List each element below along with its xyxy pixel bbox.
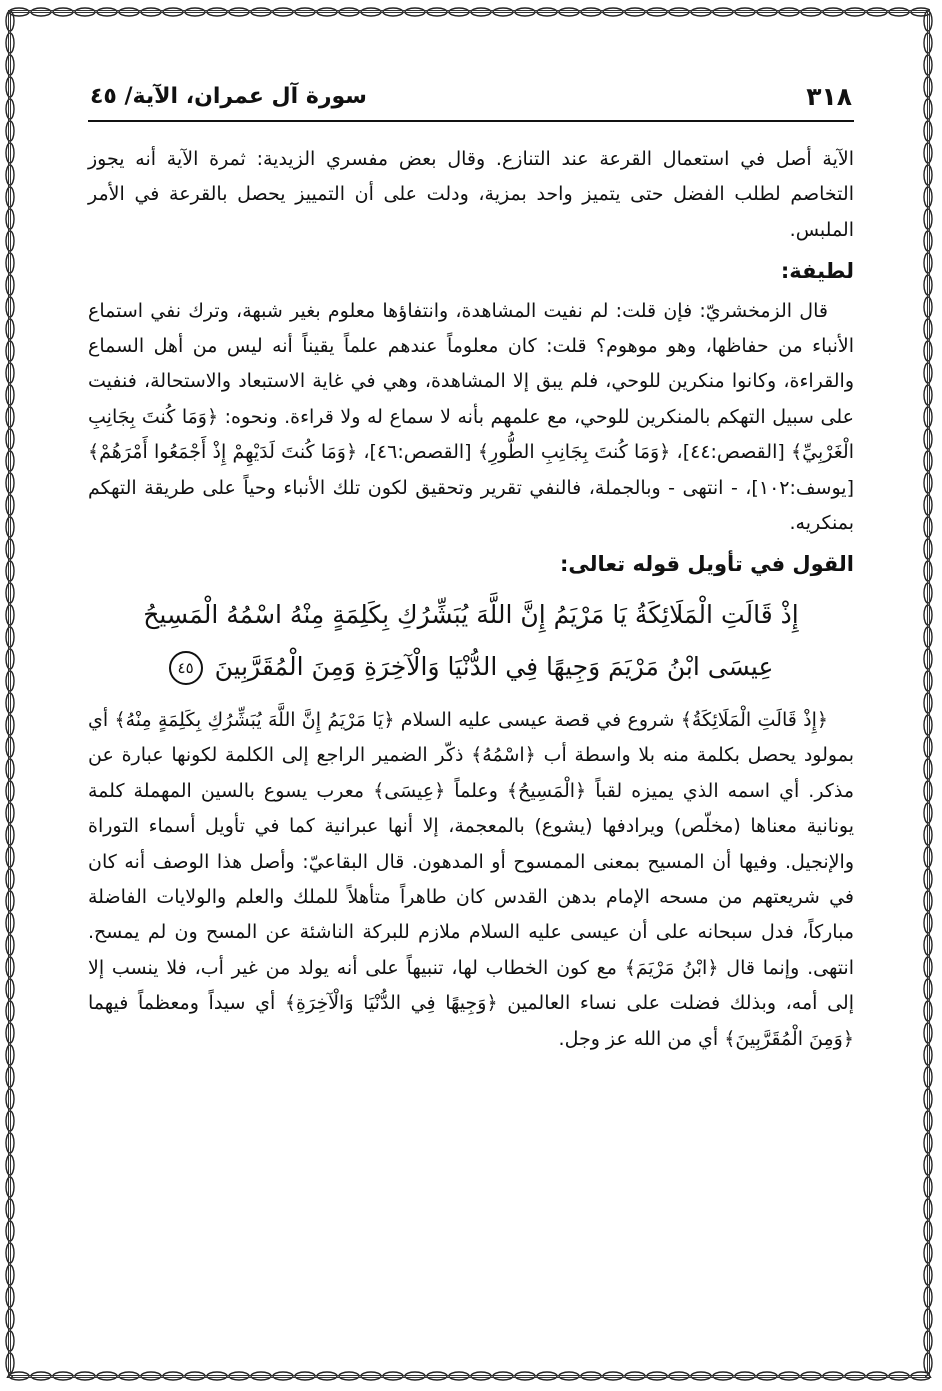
page-body <box>88 142 854 1057</box>
verse-line-2-wrap <box>98 641 844 693</box>
paragraph-1: الآية أصل في استعمال القرعة عند التنازع. وقال بعض مفسري الزيدية: ثمرة الآية أنه يجوز التخاصم لطلب الفضل حتى يتميز واحد بمزية، ودلت على أن التمييز يحصل بالقرعة في الأمر الملبس. <box>88 148 854 241</box>
book-page <box>88 60 854 1350</box>
page-header <box>88 80 854 122</box>
paragraph-3: ﴿إِذْ قَالَتِ الْمَلَائِكَةُ﴾ شروع في قصة عيسى عليه السلام ﴿يَا مَرْيَمُ إِنَّ اللَّهَ يُبَشِّرُكِ بِكَلِمَةٍ مِنْهُ﴾ أي بمولود يحصل بكلمة منه بلا واسطة أب ﴿اسْمُهُ﴾ ذكّر الضمير الراجع إلى الكلمة لكونها عبارة عن مذكر. أي اسمه الذي يميزه لقباً ﴿الْمَسِيحُ﴾ وعلماً ﴿عِيسَى﴾ معرب يسوع بالسين المهملة كلمة يونانية معناها (مخلّص) ويرادفها (يشوع) بالمعجمة، إلا أنها عبرانية كما في تأويل أسماء التوراة والإنجيل. وفيها أن المسيح بمعنى الممسوح أو المدهون. قال البقاعيّ: وأصل هذا الوصف أنه كان في شريعتهم من مسحه الإمام بدهن القدس كان طاهراً متأهلاً للملك والعلم والولايات الفاضلة مباركاً، فدل سبحانه على أن عيسى عليه السلام ملازم للبركة الناشئة عن المسح ون لم يمسح. انتهى. وإنما قال ﴿ابْنُ مَرْيَمَ﴾ مع كون الخطاب لها، تنبيهاً على أنه يولد من غير أب، فلا ينسب إلا إلى أمه، وبذلك فضلت على نساء العالمين ﴿وَجِيهًا فِي الدُّنْيَا وَالْآخِرَةِ﴾ أي سيداً ومعظماً فيهما ﴿وَمِنَ الْمُقَرَّبِينَ﴾ أي من الله عز وجل. <box>88 708 854 1050</box>
page-number: ٣١٨ <box>806 82 852 111</box>
verse-line-1: إِذْ قَالَتِ الْمَلَائِكَةُ يَا مَرْيَمُ إِنَّ اللَّهَ يُبَشِّرُكِ بِكَلِمَةٍ مِنْهُ اسْمُهُ الْمَسِيحُ <box>143 599 799 629</box>
subheading-tafsir: القول في تأويل قوله تعالى: <box>560 552 854 577</box>
verse-line-2: عِيسَى ابْنُ مَرْيَمَ وَجِيهًا فِي الدُّنْيَا وَالْآخِرَةِ وَمِنَ الْمُقَرَّبِينَ <box>214 651 774 681</box>
quran-verse <box>98 589 844 693</box>
paragraph-2: قال الزمخشريّ: فإن قلت: لم نفيت المشاهدة، وانتفاؤها معلوم بغير شبهة، وترك نفي استماع الأنباء من حفاظها، وهو موهوم؟ قلت: كان معلوماً عندهم علماً يقيناً أنه ليس من أهل السماع والقراءة، وكانوا منكرين للوحي، فلم يبق إلا المشاهدة، وهي في غاية الاستبعاد والاستحالة، فنفيت على سبيل التهكم بالمنكرين للوحي، مع علمهم بأنه لا سماع له ولا قراءة. ونحوه: ﴿وَمَا كُنتَ بِجَانِبِ الْغَرْبِيِّ﴾ [القصص:٤٤]، ﴿وَمَا كُنتَ بِجَانِبِ الطُّورِ﴾ [القصص:٤٦]، ﴿وَمَا كُنتَ لَدَيْهِمْ إِذْ أَجْمَعُوا أَمْرَهُمْ﴾ [يوسف:١٠٢]، - انتهى - وبالجملة، فالنفي تقرير وتحقيق لكون تلك الأنباء وحياً على طريقة التهكم بمنكريه. <box>88 299 854 535</box>
verse-number-icon: ٤٥ <box>169 651 203 685</box>
subheading-latifa: لطيفة: <box>780 259 854 284</box>
running-title: سورة آل عمران، الآية/ ٤٥ <box>90 84 367 109</box>
